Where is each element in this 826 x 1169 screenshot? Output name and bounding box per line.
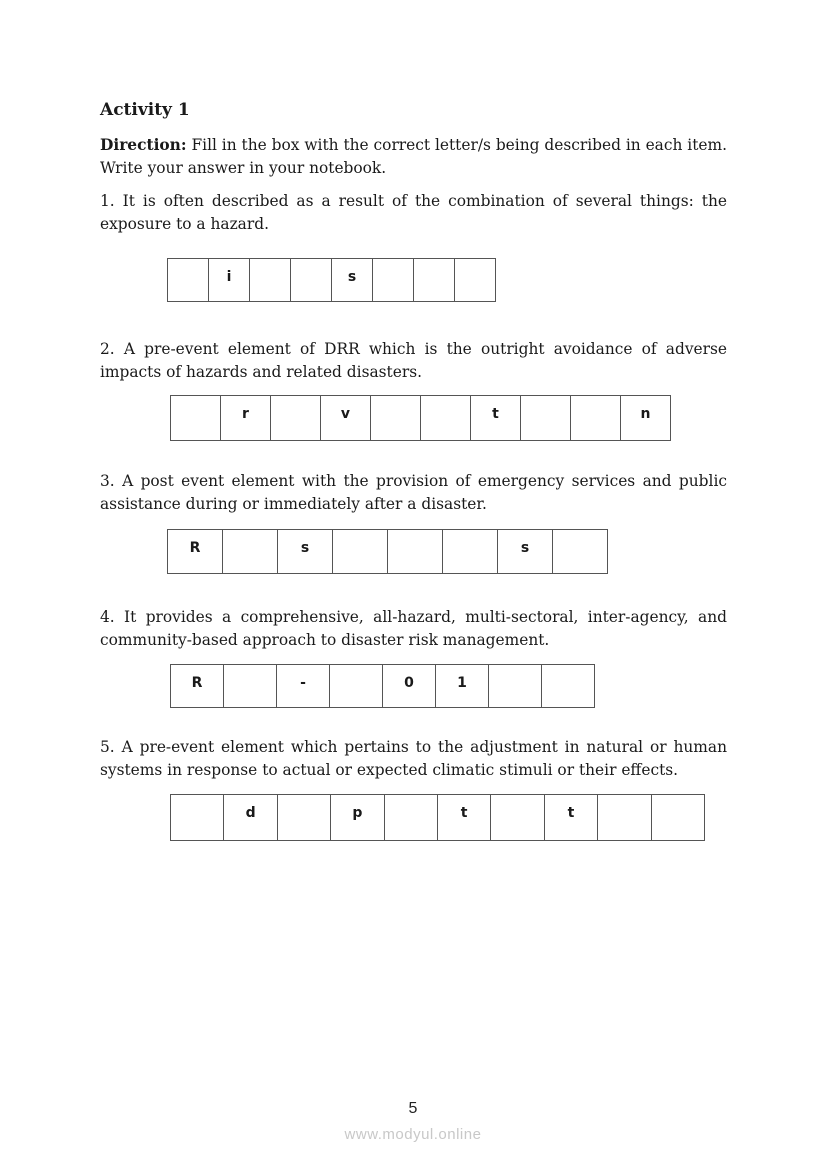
letter-box-text: 0 <box>404 675 414 691</box>
letter-box <box>224 665 277 708</box>
letter-box-text <box>330 665 382 675</box>
letter-box-text <box>224 665 276 675</box>
letter-box-text: t <box>460 805 468 821</box>
footer-watermark: www.modyul.online <box>344 1126 482 1143</box>
letter-box <box>371 396 421 441</box>
letter-box <box>437 795 490 841</box>
letter-box-text: t <box>492 406 499 422</box>
letter-box <box>209 259 250 302</box>
letter-box <box>171 795 224 841</box>
letter-box-text: R <box>191 675 203 691</box>
letter-box-text <box>223 530 277 540</box>
letter-box-text <box>171 396 220 406</box>
direction-label: Direction: <box>100 136 187 154</box>
item-3-question: 3. A post event element with the provision of emergency services and public assistance during or immediately after a disaster. <box>100 472 727 513</box>
letter-box <box>168 530 223 574</box>
letter-box-text: - <box>300 675 306 691</box>
page-number: 5 <box>408 1100 418 1117</box>
letter-box-text <box>278 795 330 805</box>
letter-box-text <box>421 396 470 406</box>
letter-box <box>421 396 471 441</box>
letter-box <box>321 396 371 441</box>
item-4-question: 4. It provides a comprehensive, all-hazard, multi-sectoral, inter-agency, and community-based approach to disaster risk management. <box>100 608 727 649</box>
letter-box <box>333 530 388 574</box>
letter-box <box>383 665 436 708</box>
activity-title: Activity 1 <box>100 100 190 120</box>
letter-box-text: n <box>640 406 651 422</box>
letter-box <box>621 396 671 441</box>
letter-box-text: s <box>520 540 530 556</box>
letter-box-text: r <box>242 406 249 422</box>
letter-box <box>571 396 621 441</box>
letter-box <box>330 665 383 708</box>
letter-box <box>278 530 333 574</box>
letter-box-text <box>333 530 387 540</box>
letter-box <box>373 259 414 302</box>
letter-box <box>271 396 321 441</box>
letter-box-text <box>271 396 320 406</box>
letter-box <box>553 530 608 574</box>
item-2-question: 2. A pre-event element of DRR which is the outright avoidance of adverse impacts of hazards and related disasters. <box>100 340 727 381</box>
letter-box-text <box>542 665 594 675</box>
letter-box-text <box>250 259 290 269</box>
letter-box <box>250 259 291 302</box>
item-2-answer-boxes <box>170 395 671 441</box>
letter-box-text <box>385 795 437 805</box>
letter-box <box>598 795 651 841</box>
letter-box-text <box>388 530 442 540</box>
letter-box-text <box>414 259 454 269</box>
letter-box-text: v <box>340 406 351 422</box>
letter-box <box>436 665 489 708</box>
letter-box <box>171 396 221 441</box>
letter-box-text <box>598 795 650 805</box>
letter-box-text <box>652 795 704 805</box>
letter-box <box>544 795 597 841</box>
letter-box-text <box>553 530 607 540</box>
letter-box <box>291 259 332 302</box>
letter-box <box>651 795 704 841</box>
letter-box <box>277 665 330 708</box>
letter-box-text <box>489 665 541 675</box>
letter-box-text: s <box>300 540 310 556</box>
letter-box <box>489 665 542 708</box>
letter-box-text <box>571 396 620 406</box>
letter-box-text: i <box>226 269 232 285</box>
letter-box-text <box>455 259 495 269</box>
letter-box-text <box>171 795 223 805</box>
item-1-answer-boxes <box>167 258 496 302</box>
letter-box <box>221 396 271 441</box>
letter-box <box>542 665 595 708</box>
letter-box <box>224 795 277 841</box>
letter-box-text <box>521 396 570 406</box>
item-1-question: 1. It is often described as a result of the combination of several things: the exposure to a hazard. <box>100 192 727 233</box>
letter-box <box>491 795 544 841</box>
letter-box <box>331 795 384 841</box>
direction-text: Fill in the box with the correct letter/s being described in each item. Write your answer in your notebook. <box>100 136 727 177</box>
item-5-question: 5. A pre-event element which pertains to the adjustment in natural or human systems in response to actual or expected climatic stimuli or their effects. <box>100 738 727 779</box>
letter-box <box>171 665 224 708</box>
letter-box-text <box>291 259 331 269</box>
letter-box-text: d <box>245 805 256 821</box>
letter-box-text: R <box>189 540 201 556</box>
letter-box <box>414 259 455 302</box>
letter-box-text <box>373 259 413 269</box>
letter-box <box>471 396 521 441</box>
letter-box-text <box>443 530 497 540</box>
letter-box <box>223 530 278 574</box>
item-5-answer-boxes <box>170 794 705 841</box>
letter-box-text: s <box>347 269 357 285</box>
letter-box <box>388 530 443 574</box>
letter-box-text: 1 <box>457 675 467 691</box>
letter-box-text <box>168 259 208 269</box>
letter-box <box>384 795 437 841</box>
letter-box <box>168 259 209 302</box>
letter-box <box>455 259 496 302</box>
letter-box <box>498 530 553 574</box>
letter-box-text <box>491 795 543 805</box>
direction-paragraph <box>100 134 727 180</box>
item-4-answer-boxes <box>170 664 595 708</box>
letter-box <box>443 530 498 574</box>
letter-box <box>521 396 571 441</box>
item-3-answer-boxes <box>167 529 608 574</box>
letter-box-text: p <box>352 805 363 821</box>
letter-box <box>332 259 373 302</box>
letter-box-text <box>371 396 420 406</box>
letter-box-text: t <box>567 805 575 821</box>
letter-box <box>277 795 330 841</box>
